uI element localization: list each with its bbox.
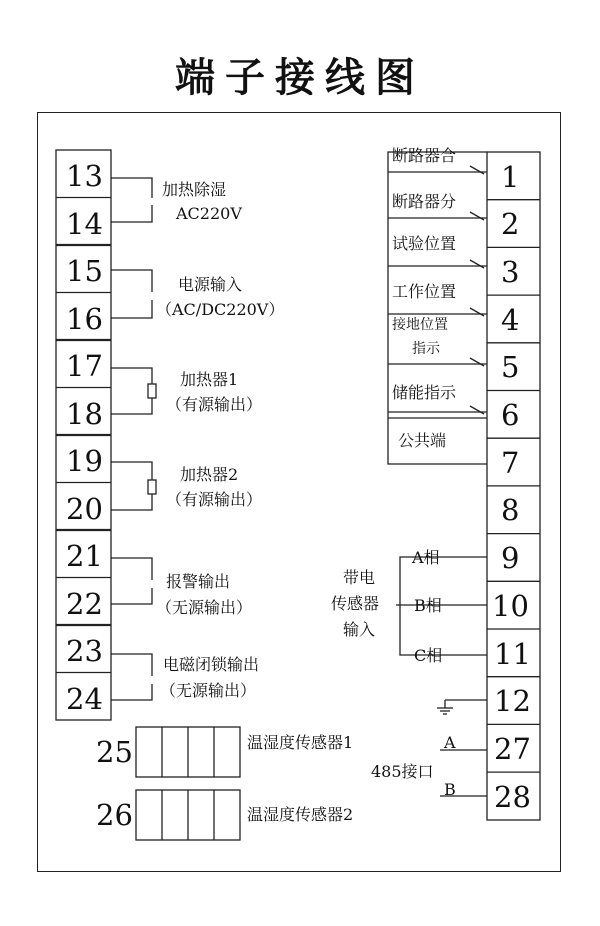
terminal-21: 21 — [66, 539, 103, 573]
rs485-port-label: 485接口 — [371, 762, 434, 781]
temp-humidity-sensor-2-label: 温湿度传感器2 — [247, 805, 354, 824]
terminal-6: 6 — [501, 398, 520, 432]
live-sensor-label-1: 带电 — [343, 568, 376, 587]
temp-humidity-sensor-1-label: 温湿度传感器1 — [247, 733, 354, 752]
live-sensor-label-3: 输入 — [343, 620, 376, 639]
energy-storage-label: 储能指示 — [392, 383, 457, 402]
terminal-19: 19 — [66, 444, 103, 478]
sensor-port-25: 25 — [96, 735, 133, 769]
work-position-label: 工作位置 — [392, 282, 457, 301]
breaker-closed-label: 断路器合 — [392, 146, 457, 165]
sensor-port-26: 26 — [96, 798, 133, 832]
terminal-1: 1 — [501, 160, 520, 194]
heater-dehumidify-voltage: AC220V — [176, 204, 242, 223]
terminal-20: 20 — [66, 492, 103, 526]
terminal-10: 10 — [492, 589, 529, 623]
terminal-8: 8 — [501, 493, 520, 527]
phase-c-label: C相 — [414, 646, 443, 665]
heater2-label: 加热器2 — [180, 465, 239, 484]
alarm-output-type: （无源输出） — [156, 598, 253, 617]
terminal-11: 11 — [494, 637, 531, 671]
terminal-12: 12 — [494, 684, 531, 718]
terminal-17: 17 — [66, 349, 103, 383]
indication-label: 指示 — [412, 341, 440, 357]
alarm-output-label: 报警输出 — [166, 572, 231, 591]
page-title: 端子接线图 — [175, 54, 425, 101]
terminal-2: 2 — [501, 207, 520, 241]
terminal-28: 28 — [494, 780, 531, 814]
terminal-13: 13 — [66, 159, 103, 193]
terminal-23: 23 — [66, 634, 103, 668]
heater2-type: （有源输出） — [166, 490, 263, 509]
terminal-18: 18 — [66, 397, 103, 431]
breaker-open-label: 断路器分 — [392, 192, 457, 211]
phase-b-label: B相 — [414, 596, 442, 615]
terminal-3: 3 — [501, 255, 520, 289]
phase-a-label: A相 — [412, 548, 440, 567]
heater-dehumidify-label: 加热除湿 — [162, 180, 227, 199]
lock-output-type: （无源输出） — [160, 681, 257, 700]
heater1-type: （有源输出） — [166, 395, 263, 414]
rs485-b-label: B — [444, 780, 456, 799]
lock-output-label: 电磁闭锁输出 — [163, 655, 260, 674]
power-input-voltage: （AC/DC220V） — [156, 300, 285, 319]
common-terminal-label: 公共端 — [398, 431, 447, 450]
terminal-5: 5 — [501, 350, 520, 384]
terminal-4: 4 — [501, 303, 520, 337]
ground-position-label: 接地位置 — [392, 317, 448, 333]
heater1-label: 加热器1 — [180, 370, 239, 389]
terminal-14: 14 — [66, 207, 103, 241]
terminal-9: 9 — [501, 541, 520, 575]
terminal-22: 22 — [66, 587, 103, 621]
test-position-label: 试验位置 — [392, 234, 457, 253]
terminal-27: 27 — [494, 732, 531, 766]
live-sensor-label-2: 传感器 — [331, 594, 380, 613]
terminal-24: 24 — [66, 682, 103, 716]
power-input-label: 电源输入 — [178, 275, 243, 294]
terminal-16: 16 — [66, 302, 103, 336]
terminal-7: 7 — [501, 446, 520, 480]
rs485-a-label: A — [444, 733, 456, 752]
terminal-15: 15 — [66, 254, 103, 288]
